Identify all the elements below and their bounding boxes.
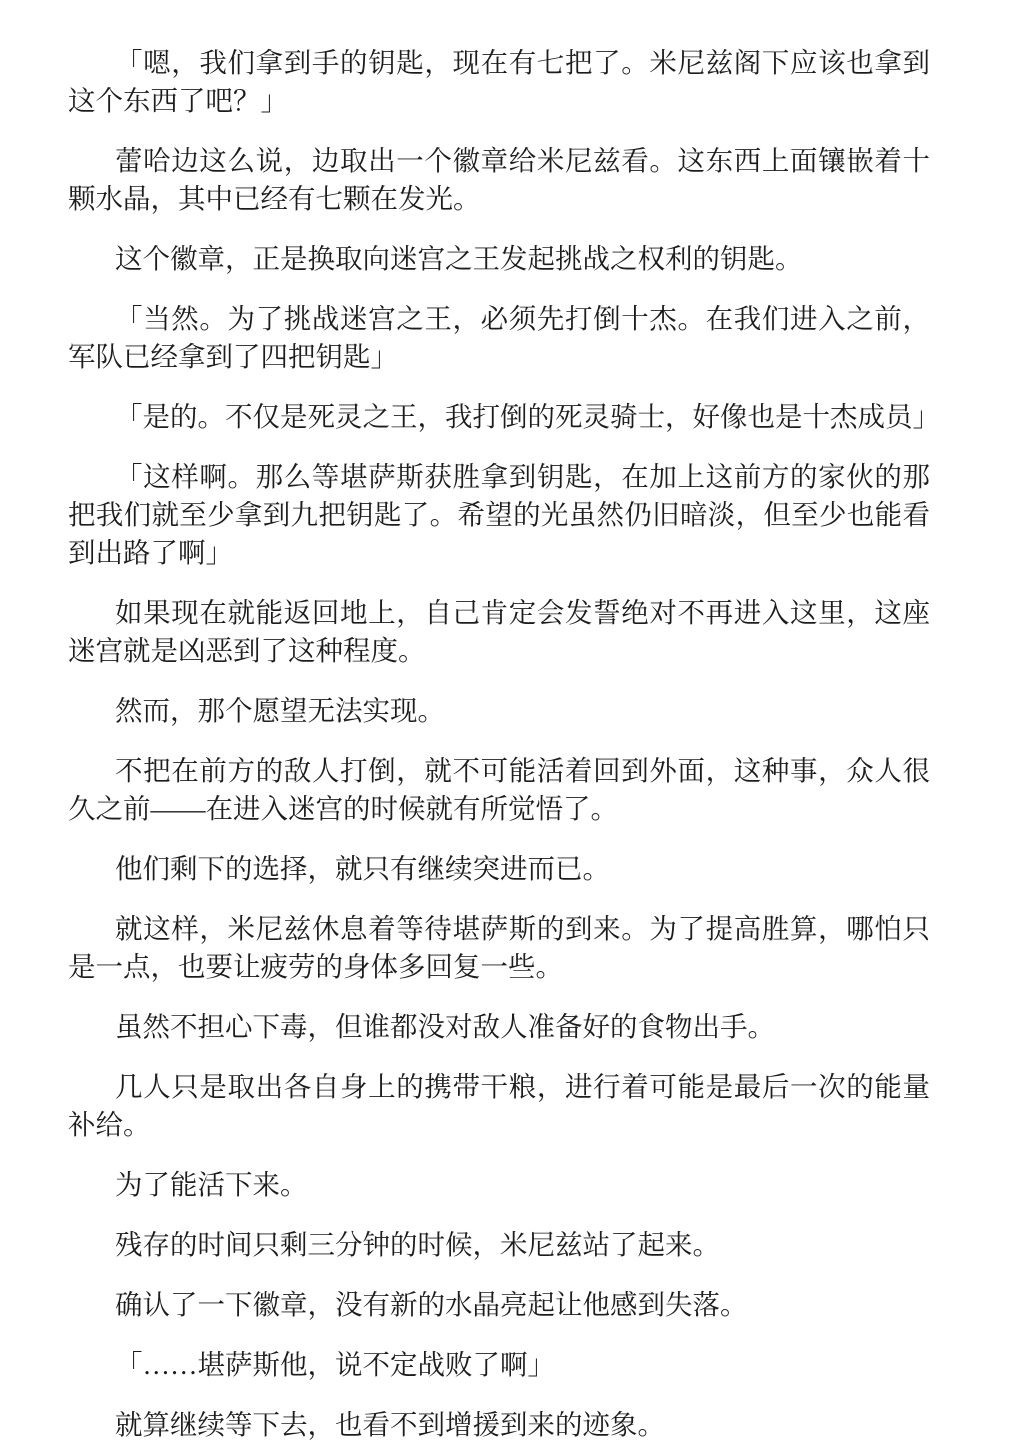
paragraph: 就算继续等下去，也看不到增援到来的迹象。 [115, 1409, 665, 1440]
paragraph: 「……堪萨斯他，说不定战败了啊」 [115, 1349, 555, 1380]
paragraph: 不把在前方的敌人打倒，就不可能活着回到外面，这种事，众人很久之前——在进入迷宫的时候就有所觉悟了。 [68, 755, 930, 824]
paragraph: 残存的时间只剩三分钟的时候，米尼兹站了起来。 [115, 1229, 720, 1260]
text-column [68, 44, 940, 1444]
paragraph: 「当然。为了挑战迷宫之王，必须先打倒十杰。在我们进入之前，军队已经拿到了四把钥匙」 [68, 303, 930, 372]
paragraph: 他们剩下的选择，就只有继续突进而已。 [115, 853, 610, 884]
paragraph: 然而，那个愿望无法实现。 [115, 695, 445, 726]
paragraph: 「是的。不仅是死灵之王，我打倒的死灵骑士，好像也是十杰成员」 [115, 401, 940, 432]
paragraph: 几人只是取出各自身上的携带干粮，进行着可能是最后一次的能量补给。 [68, 1071, 930, 1140]
paragraph: 「嗯，我们拿到手的钥匙，现在有七把了。米尼兹阁下应该也拿到这个东西了吧？」 [68, 47, 930, 116]
paragraph: 为了能活下来。 [115, 1169, 308, 1200]
paragraph: 确认了一下徽章，没有新的水晶亮起让他感到失落。 [115, 1289, 748, 1320]
paragraph: 虽然不担心下毒，但谁都没对敌人准备好的食物出手。 [115, 1011, 775, 1042]
paragraph: 「这样啊。那么等堪萨斯获胜拿到钥匙，在加上这前方的家伙的那把我们就至少拿到九把钥匙了。希望的光虽然仍旧暗淡，但至少也能看到出路了啊」 [68, 461, 930, 568]
paragraph: 就这样，米尼兹休息着等待堪萨斯的到来。为了提高胜算，哪怕只是一点，也要让疲劳的身体多回复一些。 [68, 913, 930, 982]
paragraph: 如果现在就能返回地上，自己肯定会发誓绝对不再进入这里，这座迷宫就是凶恶到了这种程度。 [68, 597, 930, 666]
paragraph: 蕾哈边这么说，边取出一个徽章给米尼兹看。这东西上面镶嵌着十颗水晶，其中已经有七颗在发光。 [68, 145, 930, 214]
paragraph: 这个徽章，正是换取向迷宫之王发起挑战之权利的钥匙。 [115, 243, 803, 274]
